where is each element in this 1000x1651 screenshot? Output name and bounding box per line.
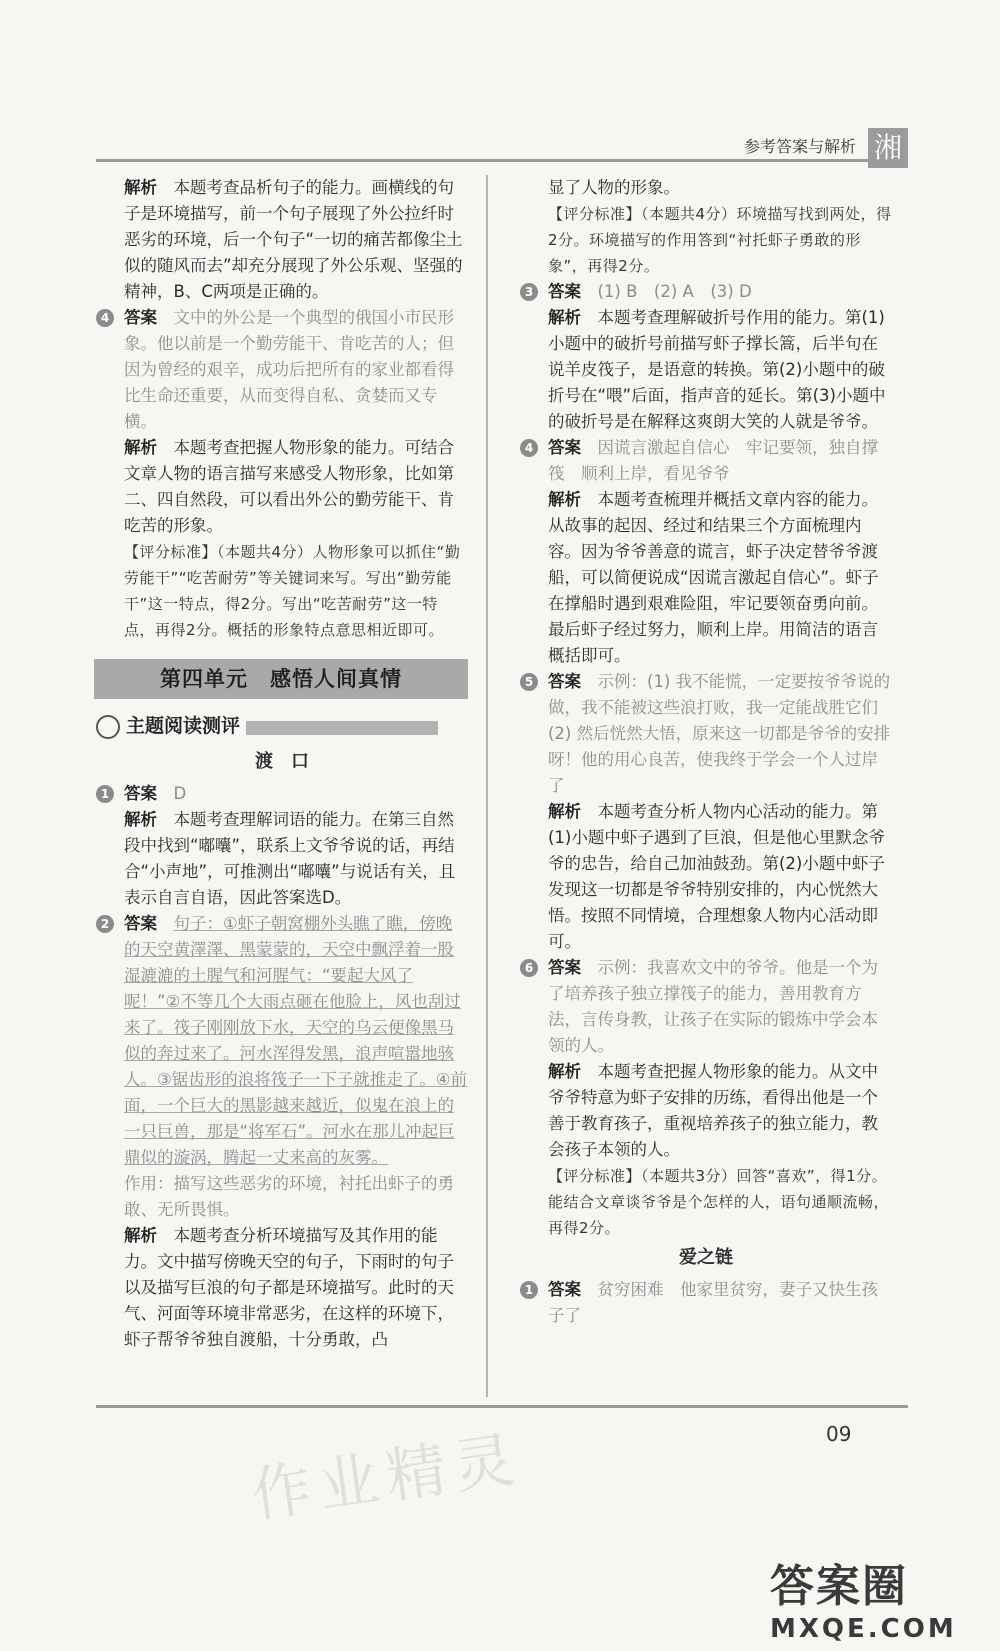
question-number-5: 5: [520, 673, 538, 691]
question-1: 1 答案 D 解析 本题考查理解词语的能力。在第三自然段中找到“嘟囔”，联系上文爷爷说的话，再结合“小声地”，可推测出“嘟囔”与说话有关，且表示自言自语，因此答案选D。: [96, 781, 468, 911]
q2-analysis: 本题考查分析环境描写及其作用的能力。文中描写傍晚天空的句子，下雨时的句子以及描写巨浪的句子都是环境描写。此时的天气、河面等环境非常恶劣，在这样的环境下，虾子帮爷爷独自渡船，十分勇敢，凸: [124, 1226, 454, 1349]
column-divider: [486, 175, 488, 1397]
passage-title: 渡 口: [255, 751, 309, 772]
section-title: 主题阅读测评: [126, 715, 241, 737]
page-header: [96, 132, 908, 162]
q1-answer: D: [173, 784, 187, 803]
q4r-answer: 因谎言激起自信心 牢记要领，独自撑筏 顺利上岸，看见爷爷: [548, 438, 878, 483]
section-header: [96, 713, 468, 743]
q2-effect: 作用：描写这些恶劣的环境，衬托出虾子的勇敢、无所畏惧。: [124, 1174, 454, 1219]
question-number-4-right: 4: [520, 439, 538, 457]
passage2-question-1: 1 答案 贫穷困难 他家里贫穷，妻子又快生孩子了: [520, 1277, 892, 1329]
left-column: [96, 175, 468, 1353]
q5-analysis: 本题考查分析人物内心活动的能力。第(1)小题中虾子遇到了巨浪，但是他心里默念爷爷的忠告，给自己加油鼓劲。第(2)小题中虾子发现这一切都是爷爷特别安排的，内心恍然大悟。按照不同情境，合理想象人物内心活动即可。: [548, 802, 885, 951]
brand-name: 答案圈: [770, 1561, 908, 1612]
section-bar: [246, 721, 438, 735]
p2-q1-answer: 贫穷困难 他家里贫穷，妻子又快生孩子了: [548, 1280, 878, 1325]
footer-rule: [96, 1405, 908, 1408]
question-4: 4 答案 文中的外公是一个典型的俄国小市民形象。他以前是一个勤劳能干、肯吃苦的人；但因为曾经的艰辛，成功后把所有的家业都看得比生命还重要，从而变得自私、贪婪而又专横。 解析 本题考查把握人物形象的能力。可结合文章人物的语言描写来感受人物形象，比如第二、四自然段，可以看出外公的勤劳能干、肯吃苦的形象。 【评分标准】（本题共4分）人物形象可以抓住“勤劳能干”“吃苦耐劳”等关键词来写。写出“勤劳能干”这一特点，得2分。写出“吃苦耐劳”这一特点，再得2分。概括的形象特点意思相近即可。: [96, 305, 468, 643]
brand-url: MXQE.COM: [770, 1614, 957, 1644]
q4r-analysis: 本题考查梳理并概括文章内容的能力。从故事的起因、经过和结果三个方面梳理内容。因为爷爷善意的谎言，虾子决定替爷爷渡船，可以简便说成“因谎言激起自信心”。虾子在撑船时遇到艰难险阻，牢记要领奋勇向前。最后虾子经过努力，顺利上岸。用简洁的语言概括即可。: [548, 490, 879, 665]
q4-analysis: 本题考查把握人物形象的能力。可结合文章人物的语言描写来感受人物形象，比如第二、四自然段，可以看出外公的勤劳能干、肯吃苦的形象。: [124, 438, 454, 535]
q5-answer-2: (2) 然后恍然大悟，原来这一切都是爷爷的安排呀！他的用心良苦，使我终于学会一个人过岸了: [548, 724, 891, 795]
q3-analysis: 本题考查理解破折号作用的能力。第(1)小题中的破折号前描写虾子撑长篙，后半句在说羊皮筏子，是语意的转换。第(2)小题中的破折号在“喂”后面，指声音的延长。第(3)小题中的破折号是在解释这爽朗大笑的人就是爷爷。: [548, 308, 886, 431]
question-6: 6 答案 示例：我喜欢文中的爷爷。他是一个为了培养孩子独立撑筏子的能力，善用教育方法，言传身教，让孩子在实际的锻炼中学会本领的人。 解析 本题考查把握人物形象的能力。从文中爷爷特意为虾子安排的历练，看得出他是一个善于教育孩子，重视培养孩子的独立能力，教会孩子本领的人。 【评分标准】（本题共3分）回答“喜欢”，得1分。能结合文章谈爷爷是个怎样的人，语句通顺流畅，再得2分。: [520, 955, 892, 1241]
header-rule: [96, 159, 876, 162]
passage2-title: 爱之链: [679, 1247, 733, 1268]
question-2: 2 答案 句子：①虾子朝窝棚外头瞧了瞧，傍晚的天空黄澤澤、黑蒙蒙的，天空中飘浮着一股湿漉漉的土腥气和河腥气：“要起大风了呢！”②不等几个大雨点砸在他脸上，风也刮过来了。筏子刚刚放下水，天空的乌云便像黑马似的奔过来了。河水浑得发黑，浪声喧嚣地骇人。③锯齿形的浪将筏子一下子就推走了。④前面，一个巨大的黑影越来越近，似鬼在浪上的一只巨兽，那是“将军石”。河水在那儿冲起巨鼎似的漩涡，腾起一丈来高的灰雾。 作用：描写这些恶劣的环境，衬托出虾子的勇敢、无所畏惧。 解析 本题考查分析环境描写及其作用的能力。文中描写傍晚天空的句子，下雨时的句子以及描写巨浪的句子都是环境描写。此时的天气、河面等环境非常恶劣，在这样的环境下，虾子帮爷爷独自渡船，十分勇敢，凸: [96, 911, 468, 1353]
q6-answer: 示例：我喜欢文中的爷爷。他是一个为了培养孩子独立撑筏子的能力，善用教育方法，言传身教，让孩子在实际的锻炼中学会本领的人。: [548, 958, 878, 1055]
question-4-right: 4 答案 因谎言激起自信心 牢记要领，独自撑筏 顺利上岸，看见爷爷 解析 本题考查梳理并概括文章内容的能力。从故事的起因、经过和结果三个方面梳理内容。因为爷爷善意的谎言，虾子决定替爷爷渡船，可以简便说成“因谎言激起自信心”。虾子在撑船时遇到艰难险阻，牢记要领奋勇向前。最后虾子经过努力，顺利上岸。用简洁的语言概括即可。: [520, 435, 892, 669]
question-number-4: 4: [96, 309, 114, 327]
question-number-1: 1: [96, 785, 114, 803]
right-column: [520, 175, 892, 1329]
q6-analysis: 本题考查把握人物形象的能力。从文中爷爷特意为虾子安排的历练，看得出他是一个善于教育孩子，重视培养孩子的独立能力，教会孩子本领的人。: [548, 1062, 878, 1159]
unit-banner: 第四单元 感悟人间真情: [94, 659, 468, 699]
question-number-3: 3: [520, 283, 538, 301]
q3-answer: (1) B (2) A (3) D: [597, 282, 752, 301]
q4-answer: 文中的外公是一个典型的俄国小市民形象。他以前是一个勤劳能干、肯吃苦的人；但因为曾经的艰辛，成功后把所有的家业都看得比生命还重要，从而变得自私、贪婪而又专横。: [124, 308, 454, 431]
header-badge: 湘: [868, 128, 908, 168]
question-number-6: 6: [520, 959, 538, 977]
question-5: 5 答案 示例：(1) 我不能慌，一定要按爷爷说的做，我不能被这些浪打败，我一定能战胜它们 (2) 然后恍然大悟，原来这一切都是爷爷的安排呀！他的用心良苦，使我终于学会一个人过岸了 解析 本题考查分析人物内心活动的能力。第(1)小题中虾子遇到了巨浪，但是他心里默念爷爷的忠告，给自己加油鼓劲。第(2)小题中虾子发现这一切都是爷爷特别安排的，内心恍然大悟。按照不同情境，合理想象人物内心活动即可。: [520, 669, 892, 955]
question-number-2: 2: [96, 915, 114, 933]
header-title: 参考答案与解析: [743, 137, 856, 156]
watermark: 作业精灵: [247, 1424, 527, 1532]
q2-criteria: 【评分标准】（本题共4分）环境描写找到两处，得2分。环境描写的作用答到“衬托虾子勇敢的形象”，再得2分。: [548, 205, 892, 275]
passage2-question-number-1: 1: [520, 1281, 538, 1299]
q1-analysis: 本题考查理解词语的能力。在第三自然段中找到“嘟囔”，联系上文爷爷说的话，再结合“小声地”，可推测出“嘟囔”与说话有关，且表示自言自语，因此答案选D。: [124, 810, 456, 907]
intro-analysis: 解析 本题考查品析句子的能力。画横线的句子是环境描写，前一个句子展现了外公拉纤时恶劣的环境，后一个句子“一切的痛苦都像尘土似的随风而去”却充分展现了外公乐观、坚强的精神，B、C两项是正确的。: [124, 178, 463, 301]
reading-icon: [96, 715, 120, 739]
q4-criteria: 【评分标准】（本题共4分）人物形象可以抓住“勤劳能干”“吃苦耐劳”等关键词来写。写出“勤劳能干”这一特点，得2分。写出“吃苦耐劳”这一特点，再得2分。概括的形象特点意思相近即可。: [124, 543, 461, 639]
question-3: 3 答案 (1) B (2) A (3) D 解析 本题考查理解破折号作用的能力。第(1)小题中的破折号前描写虾子撑长篙，后半句在说羊皮筏子，是语意的转换。第(2)小题中的破折号在“喂”后面，指声音的延长。第(3)小题中的破折号是在解释这爽朗大笑的人就是爷爷。: [520, 279, 892, 435]
page-number: 09: [826, 1422, 852, 1446]
q2-answer: 句子：①虾子朝窝棚外头瞧了瞧，傍晚的天空黄澤澤、黑蒙蒙的，天空中飘浮着一股湿漉漉的土腥气和河腥气：“要起大风了呢！”②不等几个大雨点砸在他脸上，风也刮过来了。筏子刚刚放下水，天空的乌云便像黑马似的奔过来了。河水浑得发黑，浪声喧嚣地骇人。③锯齿形的浪将筏子一下子就推走了。④前面，一个巨大的黑影越来越近，似鬼在浪上的一只巨兽，那是“将军石”。河水在那儿冲起巨鼎似的漩涡，腾起一丈来高的灰雾。: [124, 914, 468, 1167]
q2-analysis-cont: 显了人物的形象。: [548, 178, 680, 197]
q6-criteria: 【评分标准】（本题共3分）回答“喜欢”，得1分。能结合文章谈爷爷是个怎样的人，语句通顺流畅，再得2分。: [548, 1167, 890, 1237]
q5-answer: 示例：(1) 我不能慌，一定要按爷爷说的做，我不能被这些浪打败，我一定能战胜它们: [548, 672, 891, 717]
brand-logo: [770, 1550, 990, 1645]
